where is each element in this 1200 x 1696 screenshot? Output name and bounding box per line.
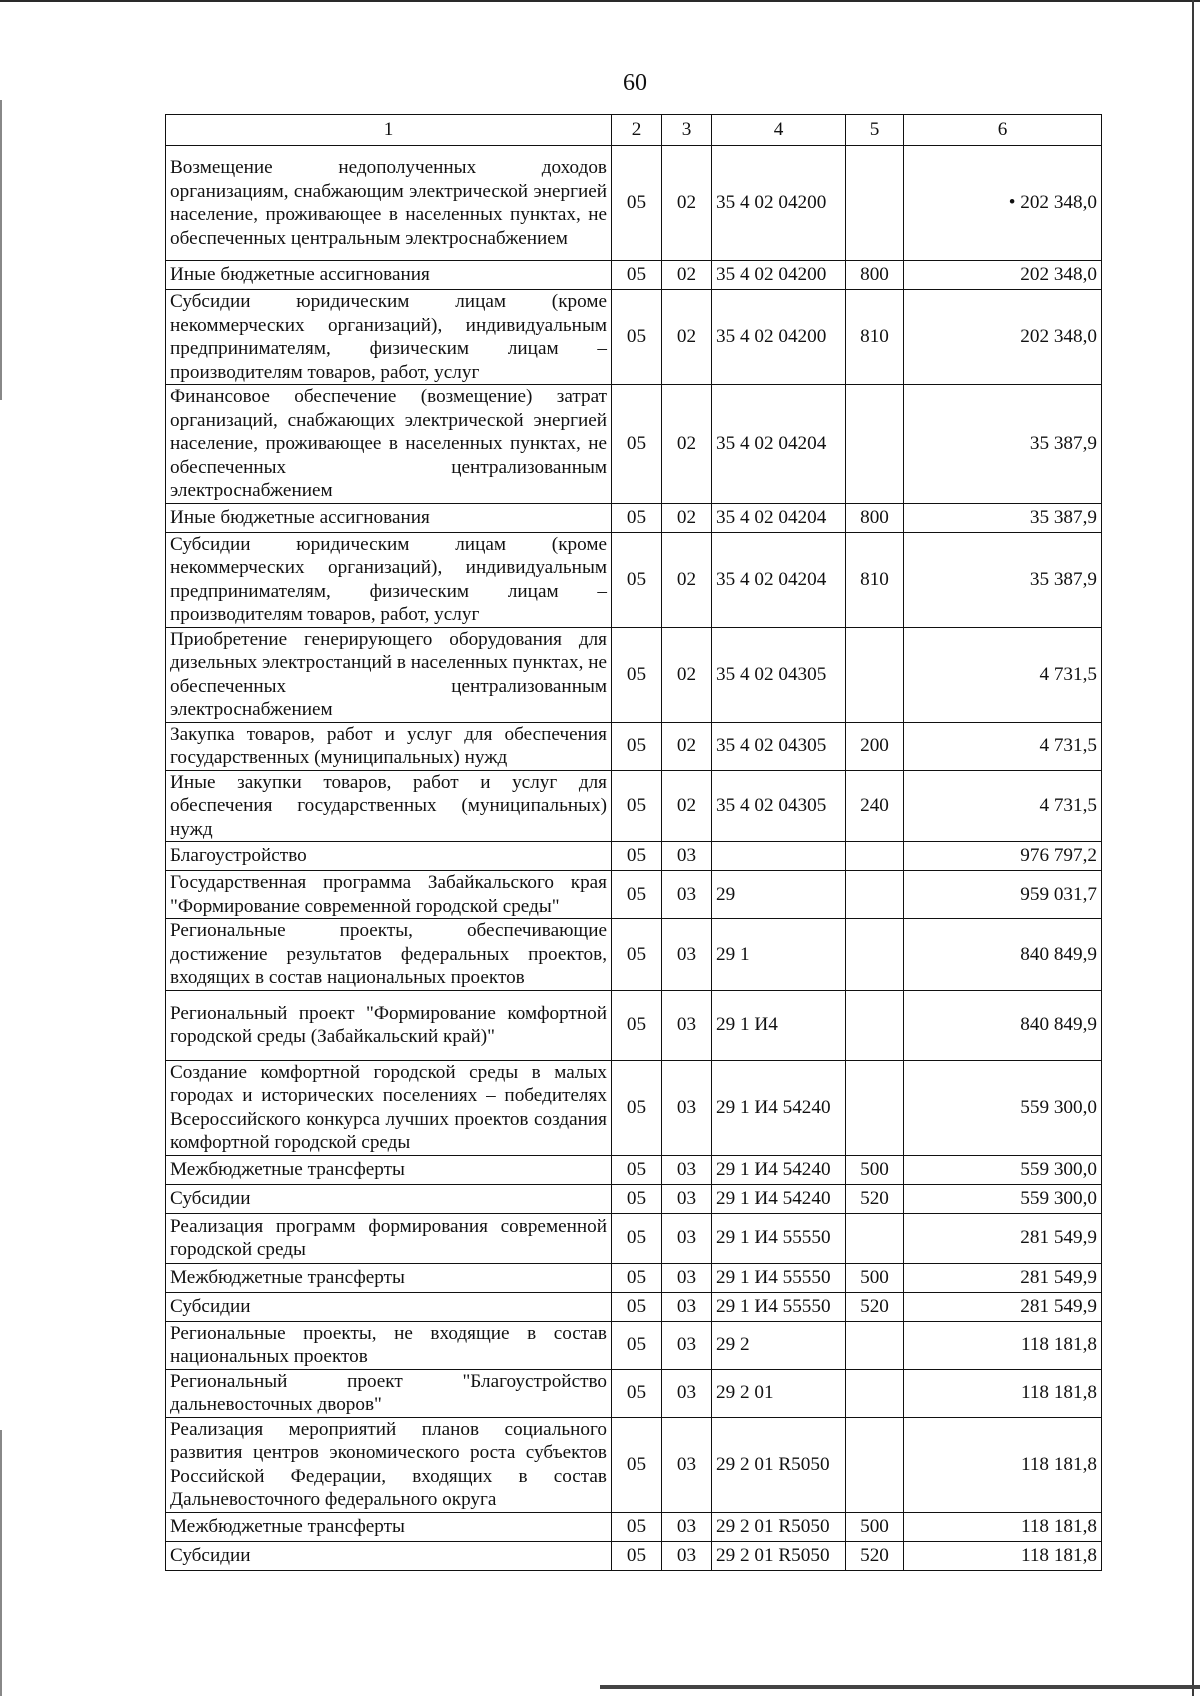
table-row — [166, 1512, 1102, 1541]
row-expense-type: 500 — [846, 1512, 904, 1541]
row-section: 05 — [612, 842, 662, 871]
row-section: 05 — [612, 919, 662, 991]
table-row — [166, 1263, 1102, 1292]
row-section: 05 — [612, 1369, 662, 1417]
row-target-article: 35 4 02 04305 — [712, 770, 846, 842]
row-name: Благоустройство — [166, 842, 612, 871]
row-section: 05 — [612, 1512, 662, 1541]
table-row — [166, 1213, 1102, 1263]
row-subsection: 02 — [662, 261, 712, 290]
row-expense-type — [846, 871, 904, 919]
scan-edge-top — [0, 0, 1200, 2]
scan-edge-right — [1192, 0, 1194, 1696]
row-subsection: 03 — [662, 1060, 712, 1155]
row-name: Иные бюджетные ассигнования — [166, 261, 612, 290]
row-subsection: 03 — [662, 919, 712, 991]
row-target-article: 29 1 И4 54240 — [712, 1184, 846, 1213]
row-target-article: 29 1 И4 54240 — [712, 1060, 846, 1155]
row-section: 05 — [612, 1184, 662, 1213]
row-amount: 202 348,0 — [904, 261, 1102, 290]
row-name: Региональные проекты, не входящие в состав национальных проектов — [166, 1321, 612, 1369]
row-expense-type: 500 — [846, 1155, 904, 1184]
header-col-4: 4 — [712, 115, 846, 146]
row-expense-type — [846, 1369, 904, 1417]
row-name: Создание комфортной городской среды в малых городах и исторических поселениях – победителях Всероссийского конкурса лучших проектов создания комфортной городской среды — [166, 1060, 612, 1155]
row-name: Региональный проект "Благоустройство дальневосточных дворов" — [166, 1369, 612, 1417]
table-row — [166, 1541, 1102, 1570]
row-expense-type — [846, 627, 904, 722]
row-section: 05 — [612, 1060, 662, 1155]
row-target-article: 29 1 — [712, 919, 846, 991]
row-section: 05 — [612, 871, 662, 919]
row-expense-type: 200 — [846, 722, 904, 770]
row-amount: 35 387,9 — [904, 503, 1102, 532]
row-name: Межбюджетные трансферты — [166, 1155, 612, 1184]
row-expense-type: 520 — [846, 1184, 904, 1213]
table-row — [166, 1369, 1102, 1417]
row-subsection: 03 — [662, 842, 712, 871]
row-expense-type — [846, 1417, 904, 1512]
row-amount: 559 300,0 — [904, 1184, 1102, 1213]
row-amount: 840 849,9 — [904, 990, 1102, 1060]
header-row — [166, 115, 1102, 146]
row-target-article: 29 2 01 R5050 — [712, 1512, 846, 1541]
table-row — [166, 1184, 1102, 1213]
row-amount: 4 731,5 — [904, 770, 1102, 842]
row-target-article: 35 4 02 04200 — [712, 146, 846, 261]
row-subsection: 03 — [662, 1321, 712, 1369]
row-subsection: 03 — [662, 1155, 712, 1184]
row-expense-type — [846, 146, 904, 261]
row-amount: 118 181,8 — [904, 1512, 1102, 1541]
row-section: 05 — [612, 1155, 662, 1184]
row-section: 05 — [612, 385, 662, 504]
row-expense-type: 500 — [846, 1263, 904, 1292]
row-target-article: 35 4 02 04200 — [712, 290, 846, 385]
row-amount: 202 348,0 — [904, 290, 1102, 385]
row-target-article: 29 2 — [712, 1321, 846, 1369]
row-amount: 281 549,9 — [904, 1292, 1102, 1321]
row-expense-type: 800 — [846, 261, 904, 290]
row-amount: 4 731,5 — [904, 627, 1102, 722]
header-col-1: 1 — [166, 115, 612, 146]
row-amount: 559 300,0 — [904, 1155, 1102, 1184]
row-amount: 118 181,8 — [904, 1369, 1102, 1417]
row-target-article: 29 2 01 R5050 — [712, 1541, 846, 1570]
row-subsection: 03 — [662, 1512, 712, 1541]
row-subsection: 03 — [662, 1213, 712, 1263]
table-row — [166, 871, 1102, 919]
table-row — [166, 1155, 1102, 1184]
row-name: Финансовое обеспечение (возмещение) затрат организаций, снабжающих электрической энергией население, проживающее в населенных пунктах, не обеспеченных централизованным электроснабжением — [166, 385, 612, 504]
table-row — [166, 627, 1102, 722]
row-subsection: 03 — [662, 1184, 712, 1213]
table-row — [166, 146, 1102, 261]
table-row — [166, 290, 1102, 385]
row-expense-type — [846, 990, 904, 1060]
table-row — [166, 1060, 1102, 1155]
row-subsection: 02 — [662, 290, 712, 385]
row-section: 05 — [612, 261, 662, 290]
row-name: Субсидии — [166, 1292, 612, 1321]
row-subsection: 02 — [662, 627, 712, 722]
row-subsection: 03 — [662, 1417, 712, 1512]
header-col-5: 5 — [846, 115, 904, 146]
row-target-article — [712, 842, 846, 871]
row-section: 05 — [612, 1541, 662, 1570]
row-expense-type: 520 — [846, 1292, 904, 1321]
row-section: 05 — [612, 290, 662, 385]
row-subsection: 03 — [662, 990, 712, 1060]
row-name: Региональный проект "Формирование комфортной городской среды (Забайкальский край)" — [166, 990, 612, 1060]
table-body — [166, 146, 1102, 1571]
row-section: 05 — [612, 532, 662, 627]
row-name: Возмещение недополученных доходов организациям, снабжающим электрической энергией население, проживающее в населенных пунктах, не обеспеченных центральным электроснабжением — [166, 146, 612, 261]
row-expense-type — [846, 919, 904, 991]
row-subsection: 02 — [662, 503, 712, 532]
scan-edge-left-lower — [0, 1430, 2, 1696]
row-expense-type: 800 — [846, 503, 904, 532]
row-subsection: 02 — [662, 532, 712, 627]
row-amount: 281 549,9 — [904, 1213, 1102, 1263]
row-amount: 976 797,2 — [904, 842, 1102, 871]
row-section: 05 — [612, 1292, 662, 1321]
row-amount: 118 181,8 — [904, 1321, 1102, 1369]
row-expense-type — [846, 1321, 904, 1369]
row-name: Закупка товаров, работ и услуг для обеспечения государственных (муниципальных) нужд — [166, 722, 612, 770]
row-name: Иные бюджетные ассигнования — [166, 503, 612, 532]
row-name: Субсидии — [166, 1184, 612, 1213]
table-row — [166, 385, 1102, 504]
row-name: Субсидии юридическим лицам (кроме некоммерческих организаций), индивидуальным предпринимателям, физическим лицам – производителям товаров, работ, услуг — [166, 290, 612, 385]
table-row — [166, 503, 1102, 532]
row-expense-type: 810 — [846, 532, 904, 627]
row-expense-type — [846, 842, 904, 871]
header-col-6: 6 — [904, 115, 1102, 146]
row-target-article: 29 1 И4 55550 — [712, 1263, 846, 1292]
row-amount: 35 387,9 — [904, 385, 1102, 504]
header-col-3: 3 — [662, 115, 712, 146]
row-expense-type — [846, 1060, 904, 1155]
row-name: Иные закупки товаров, работ и услуг для обеспечения государственных (муниципальных) нужд — [166, 770, 612, 842]
row-name: Субсидии — [166, 1541, 612, 1570]
row-target-article: 29 1 И4 55550 — [712, 1292, 846, 1321]
row-target-article: 35 4 02 04204 — [712, 385, 846, 504]
row-amount: 118 181,8 — [904, 1541, 1102, 1570]
row-amount: 559 300,0 — [904, 1060, 1102, 1155]
row-amount: 118 181,8 — [904, 1417, 1102, 1512]
row-subsection: 03 — [662, 1292, 712, 1321]
row-target-article: 35 4 02 04204 — [712, 503, 846, 532]
row-expense-type: 810 — [846, 290, 904, 385]
budget-table — [165, 114, 1102, 1571]
table-row — [166, 722, 1102, 770]
row-section: 05 — [612, 722, 662, 770]
scan-edge-left — [0, 100, 2, 400]
row-subsection: 03 — [662, 1263, 712, 1292]
table-row — [166, 770, 1102, 842]
row-amount: 840 849,9 — [904, 919, 1102, 991]
row-subsection: 02 — [662, 146, 712, 261]
row-expense-type — [846, 385, 904, 504]
row-section: 05 — [612, 1263, 662, 1292]
header-col-2: 2 — [612, 115, 662, 146]
table-row — [166, 990, 1102, 1060]
row-name: Региональные проекты, обеспечивающие достижение результатов федеральных проектов, входящих в состав национальных проектов — [166, 919, 612, 991]
row-section: 05 — [612, 770, 662, 842]
page-number: 60 — [623, 70, 647, 96]
row-amount: • 202 348,0 — [904, 146, 1102, 261]
row-amount: 35 387,9 — [904, 532, 1102, 627]
row-target-article: 35 4 02 04200 — [712, 261, 846, 290]
row-target-article: 29 1 И4 55550 — [712, 1213, 846, 1263]
row-subsection: 03 — [662, 871, 712, 919]
row-expense-type: 240 — [846, 770, 904, 842]
row-name: Межбюджетные трансферты — [166, 1263, 612, 1292]
row-section: 05 — [612, 1321, 662, 1369]
row-target-article: 35 4 02 04204 — [712, 532, 846, 627]
row-name: Государственная программа Забайкальского края "Формирование современной городской среды" — [166, 871, 612, 919]
row-subsection: 02 — [662, 770, 712, 842]
row-subsection: 02 — [662, 722, 712, 770]
row-section: 05 — [612, 503, 662, 532]
row-target-article: 35 4 02 04305 — [712, 627, 846, 722]
row-name: Межбюджетные трансферты — [166, 1512, 612, 1541]
row-amount: 959 031,7 — [904, 871, 1102, 919]
row-target-article: 29 — [712, 871, 846, 919]
row-target-article: 29 1 И4 — [712, 990, 846, 1060]
row-subsection: 02 — [662, 385, 712, 504]
row-name: Приобретение генерирующего оборудования для дизельных электростанций в населенных пунктах, не обеспеченных централизованным электроснабжением — [166, 627, 612, 722]
row-target-article: 29 1 И4 54240 — [712, 1155, 846, 1184]
table-row — [166, 261, 1102, 290]
row-target-article: 29 2 01 R5050 — [712, 1417, 846, 1512]
row-expense-type — [846, 1213, 904, 1263]
table-row — [166, 1321, 1102, 1369]
scan-edge-bottom — [600, 1685, 1200, 1689]
row-target-article: 29 2 01 — [712, 1369, 846, 1417]
row-section: 05 — [612, 1417, 662, 1512]
table-row — [166, 1292, 1102, 1321]
row-section: 05 — [612, 990, 662, 1060]
table-row — [166, 919, 1102, 991]
row-section: 05 — [612, 627, 662, 722]
row-subsection: 03 — [662, 1369, 712, 1417]
row-name: Реализация программ формирования современной городской среды — [166, 1213, 612, 1263]
row-name: Субсидии юридическим лицам (кроме некоммерческих организаций), индивидуальным предпринимателям, физическим лицам – производителям товаров, работ, услуг — [166, 532, 612, 627]
table-row — [166, 532, 1102, 627]
row-amount: 4 731,5 — [904, 722, 1102, 770]
row-subsection: 03 — [662, 1541, 712, 1570]
row-target-article: 35 4 02 04305 — [712, 722, 846, 770]
row-name: Реализация мероприятий планов социального развития центров экономического роста субъектов Российской Федерации, входящих в состав Дальневосточного федерального округа — [166, 1417, 612, 1512]
row-expense-type: 520 — [846, 1541, 904, 1570]
row-amount: 281 549,9 — [904, 1263, 1102, 1292]
row-section: 05 — [612, 1213, 662, 1263]
table-row — [166, 1417, 1102, 1512]
table-row — [166, 842, 1102, 871]
row-section: 05 — [612, 146, 662, 261]
